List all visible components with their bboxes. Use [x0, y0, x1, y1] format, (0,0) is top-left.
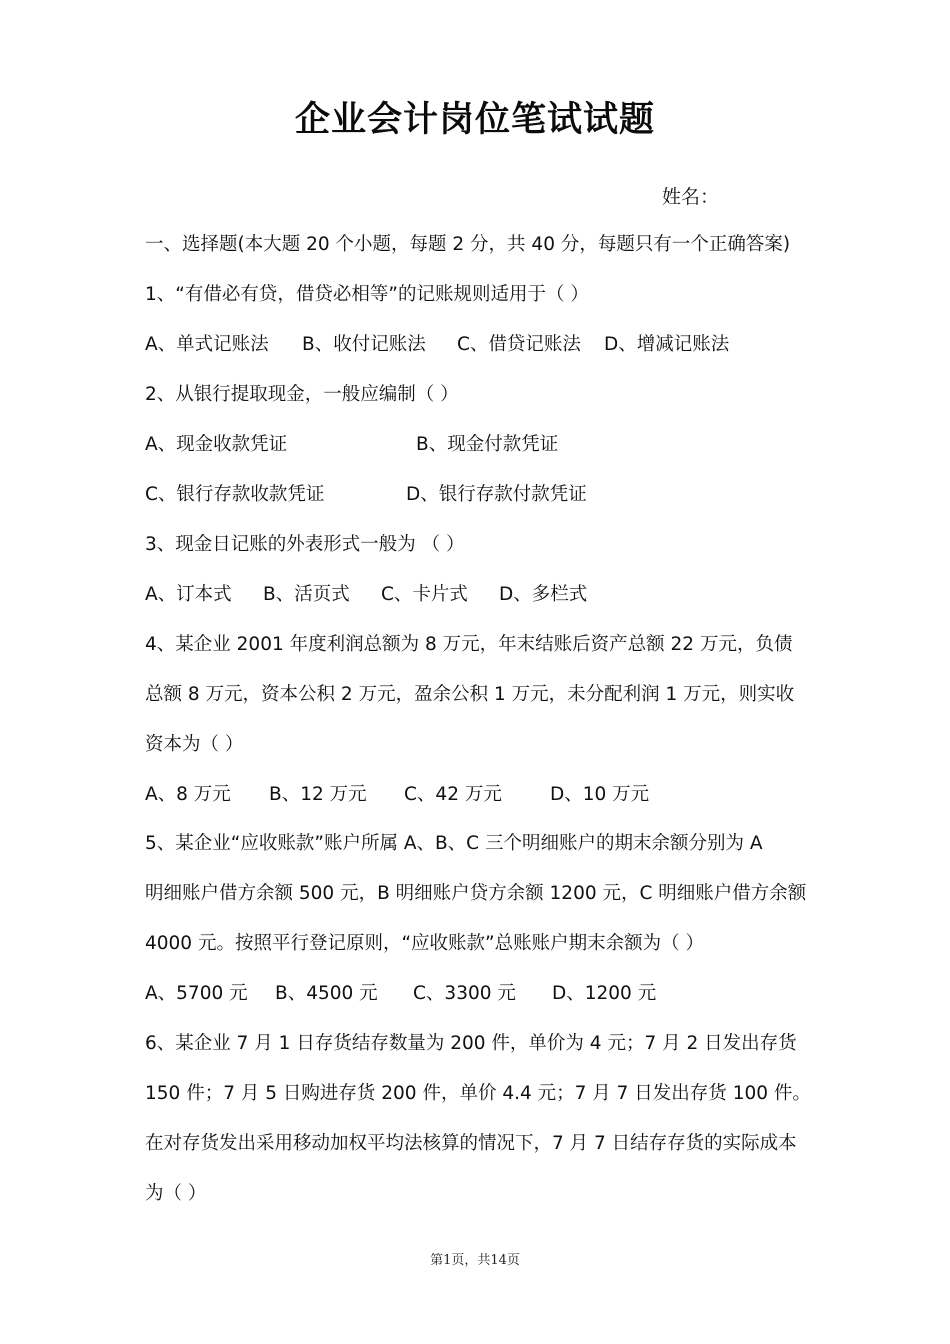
question-6-stem-line-3: 在对存货发出采用移动加权平均法核算的情况下，7 月 7 日结存存货的实际成本: [145, 1133, 797, 1154]
question-3-option-d: D、多栏式: [499, 584, 588, 605]
question-1-option-c: C、借贷记账法: [457, 334, 581, 355]
question-1-option-b: B、收付记账法: [302, 334, 426, 355]
question-5-stem-line-2: 明细账户借方余额 500 元，B 明细账户贷方余额 1200 元，C 明细账户借方余额: [145, 883, 807, 904]
question-3-stem: 3、现金日记账的外表形式一般为 （ ）: [145, 534, 465, 555]
question-6-stem-line-4: 为（ ）: [145, 1183, 207, 1204]
question-5-option-c: C、3300 元: [413, 983, 516, 1004]
question-2-option-c: C、银行存款收款凭证: [145, 484, 325, 505]
question-5-option-d: D、1200 元: [552, 983, 657, 1004]
question-3-option-b: B、活页式: [263, 584, 350, 605]
question-1-stem: 1、“有借必有贷，借贷必相等”的记账规则适用于（ ）: [145, 284, 589, 305]
page-title: 企业会计岗位笔试试题: [294, 100, 655, 140]
question-2-option-b: B、现金付款凭证: [416, 434, 559, 455]
question-6-stem-line-1: 6、某企业 7 月 1 日存货结存数量为 200 件，单价为 4 元；7 月 2 日发出存货: [145, 1033, 797, 1054]
question-1-option-a: A、单式记账法: [145, 334, 269, 355]
question-5-option-a: A、5700 元: [145, 983, 248, 1004]
question-4-option-d: D、10 万元: [550, 784, 650, 805]
question-4-option-c: C、42 万元: [404, 784, 502, 805]
question-4-option-a: A、8 万元: [145, 784, 231, 805]
question-3-option-a: A、订本式: [145, 584, 232, 605]
question-6-stem-line-2: 150 件；7 月 5 日购进存货 200 件，单价 4.4 元；7 月 7 日发出存货 100 件。: [145, 1083, 811, 1104]
name-label: 姓名：: [662, 186, 720, 208]
question-5-option-b: B、4500 元: [275, 983, 378, 1004]
question-4-stem-line-3: 资本为（ ）: [145, 734, 244, 755]
question-4-stem-line-2: 总额 8 万元，资本公积 2 万元，盈余公积 1 万元，未分配利润 1 万元，则实收: [145, 684, 795, 705]
question-2-option-a: A、现金收款凭证: [145, 434, 288, 455]
question-1-option-d: D、增减记账法: [604, 334, 730, 355]
question-4-option-b: B、12 万元: [269, 784, 367, 805]
page-footer: 第1页，共14页: [430, 1253, 520, 1268]
question-3-option-c: C、卡片式: [381, 584, 468, 605]
question-5-stem-line-1: 5、某企业“应收账款”账户所属 A、B、C 三个明细账户的期末余额分别为 A: [145, 833, 763, 854]
question-2-option-d: D、银行存款付款凭证: [406, 484, 587, 505]
section-heading: 一、选择题(本大题 20 个小题，每题 2 分，共 40 分，每题只有一个正确答案): [145, 234, 791, 255]
question-5-stem-line-3: 4000 元。按照平行登记原则，“应收账款”总账账户期末余额为（ ）: [145, 933, 705, 954]
question-2-stem: 2、从银行提取现金，一般应编制（ ）: [145, 384, 459, 405]
question-4-stem-line-1: 4、某企业 2001 年度利润总额为 8 万元，年末结账后资产总额 22 万元，负债: [145, 634, 793, 655]
